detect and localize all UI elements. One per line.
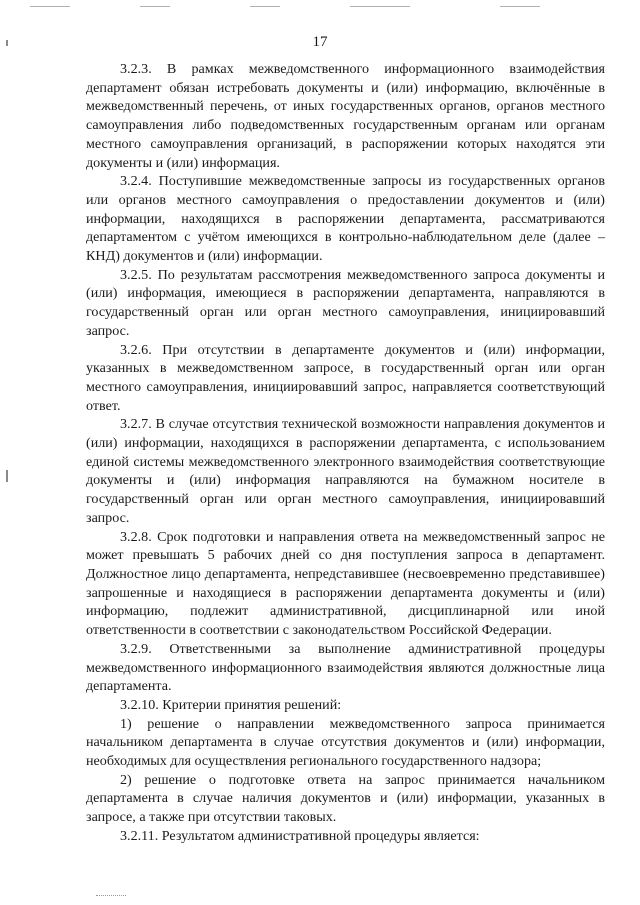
document-body <box>86 60 605 846</box>
paragraph-3-2-5: 3.2.5. По результатам рассмотрения межведомственного запроса документы и (или) информация, имеющиеся в распоряжении департамента, направляются в государственный орган или орган местного самоуправления, инициировавший запрос. <box>86 266 605 339</box>
paragraph-3-2-10: 3.2.10. Критерии принятия решений: <box>120 696 342 713</box>
paragraph-3-2-4: 3.2.4. Поступившие межведомственные запросы из государственных органов или органов местного самоуправления о предоставлении документов и (или) информации, находящихся в распоряжении департамента, рассматриваются департаментом с учётом имеющихся в контрольно-наблюдательном деле (далее – КНД) документов и (или) информации. <box>86 173 605 265</box>
paragraph-3-2-9: 3.2.9. Ответственными за выполнение административной процедуры межведомственного информационного взаимодействия являются должностные лица департамента. <box>86 640 605 695</box>
paragraph-3-2-8: 3.2.8. Срок подготовки и направления ответа на межведомственный запрос не может превышать 5 рабочих дней со дня поступления запроса в департамент. Должностное лицо департамента, непредставившее (несвоевременно представившее) запрошенные и находящиеся в распоряжении департамента документы и (или) информацию, подлежит административной, дисциплинарной или иной ответственности в соответствии с законодательством Российской Федерации. <box>86 528 605 639</box>
page-number: 17 <box>312 34 328 50</box>
scan-artifact-line <box>350 6 410 7</box>
scan-margin-mark <box>6 470 8 482</box>
scan-artifact-dots <box>96 895 126 897</box>
scan-artifact-line <box>140 6 170 7</box>
list-item-1: 1) решение о направлении межведомственного запроса принимается начальником департамента в случае отсутствия документов и (или) информации, необходимых для осуществления регионального государственного надзора; <box>86 715 605 770</box>
paragraph-3-2-3: 3.2.3. В рамках межведомственного информационного взаимодействия департамент обязан истребовать документы и (или) информацию, включённые в межведомственный перечень, от иных государственных органов, органов местного самоуправления либо подведомственных государственным органам или органам местного самоуправления организаций, в распоряжении которых находятся эти документы и (или) информация. <box>86 61 605 171</box>
paragraph-3-2-6: 3.2.6. При отсутствии в департаменте документов и (или) информации, указанных в межведомственном запросе, в государственный орган или орган местного самоуправления, инициировавший запрос, направляется соответствующий ответ. <box>86 341 605 414</box>
scan-artifact-line <box>30 6 70 7</box>
scan-artifact-line <box>500 6 540 7</box>
paragraph-3-2-7: 3.2.7. В случае отсутствия технической возможности направления документов и (или) информации, находящихся в распоряжении департамента, с использованием единой системы межведомственного электронного взаимодействия соответствующие документы и (или) информация направляются на бумажном носителе в государственный орган или орган местного самоуправления, инициировавший запрос. <box>86 416 605 526</box>
paragraph-3-2-11: 3.2.11. Результатом административной процедуры является: <box>120 827 480 844</box>
list-item-2: 2) решение о подготовке ответа на запрос принимается начальником департамента в случае наличия документов и (или) информации, указанных в запросе, а также при отсутствии таковых. <box>86 771 605 826</box>
scan-artifact-line <box>250 6 280 7</box>
